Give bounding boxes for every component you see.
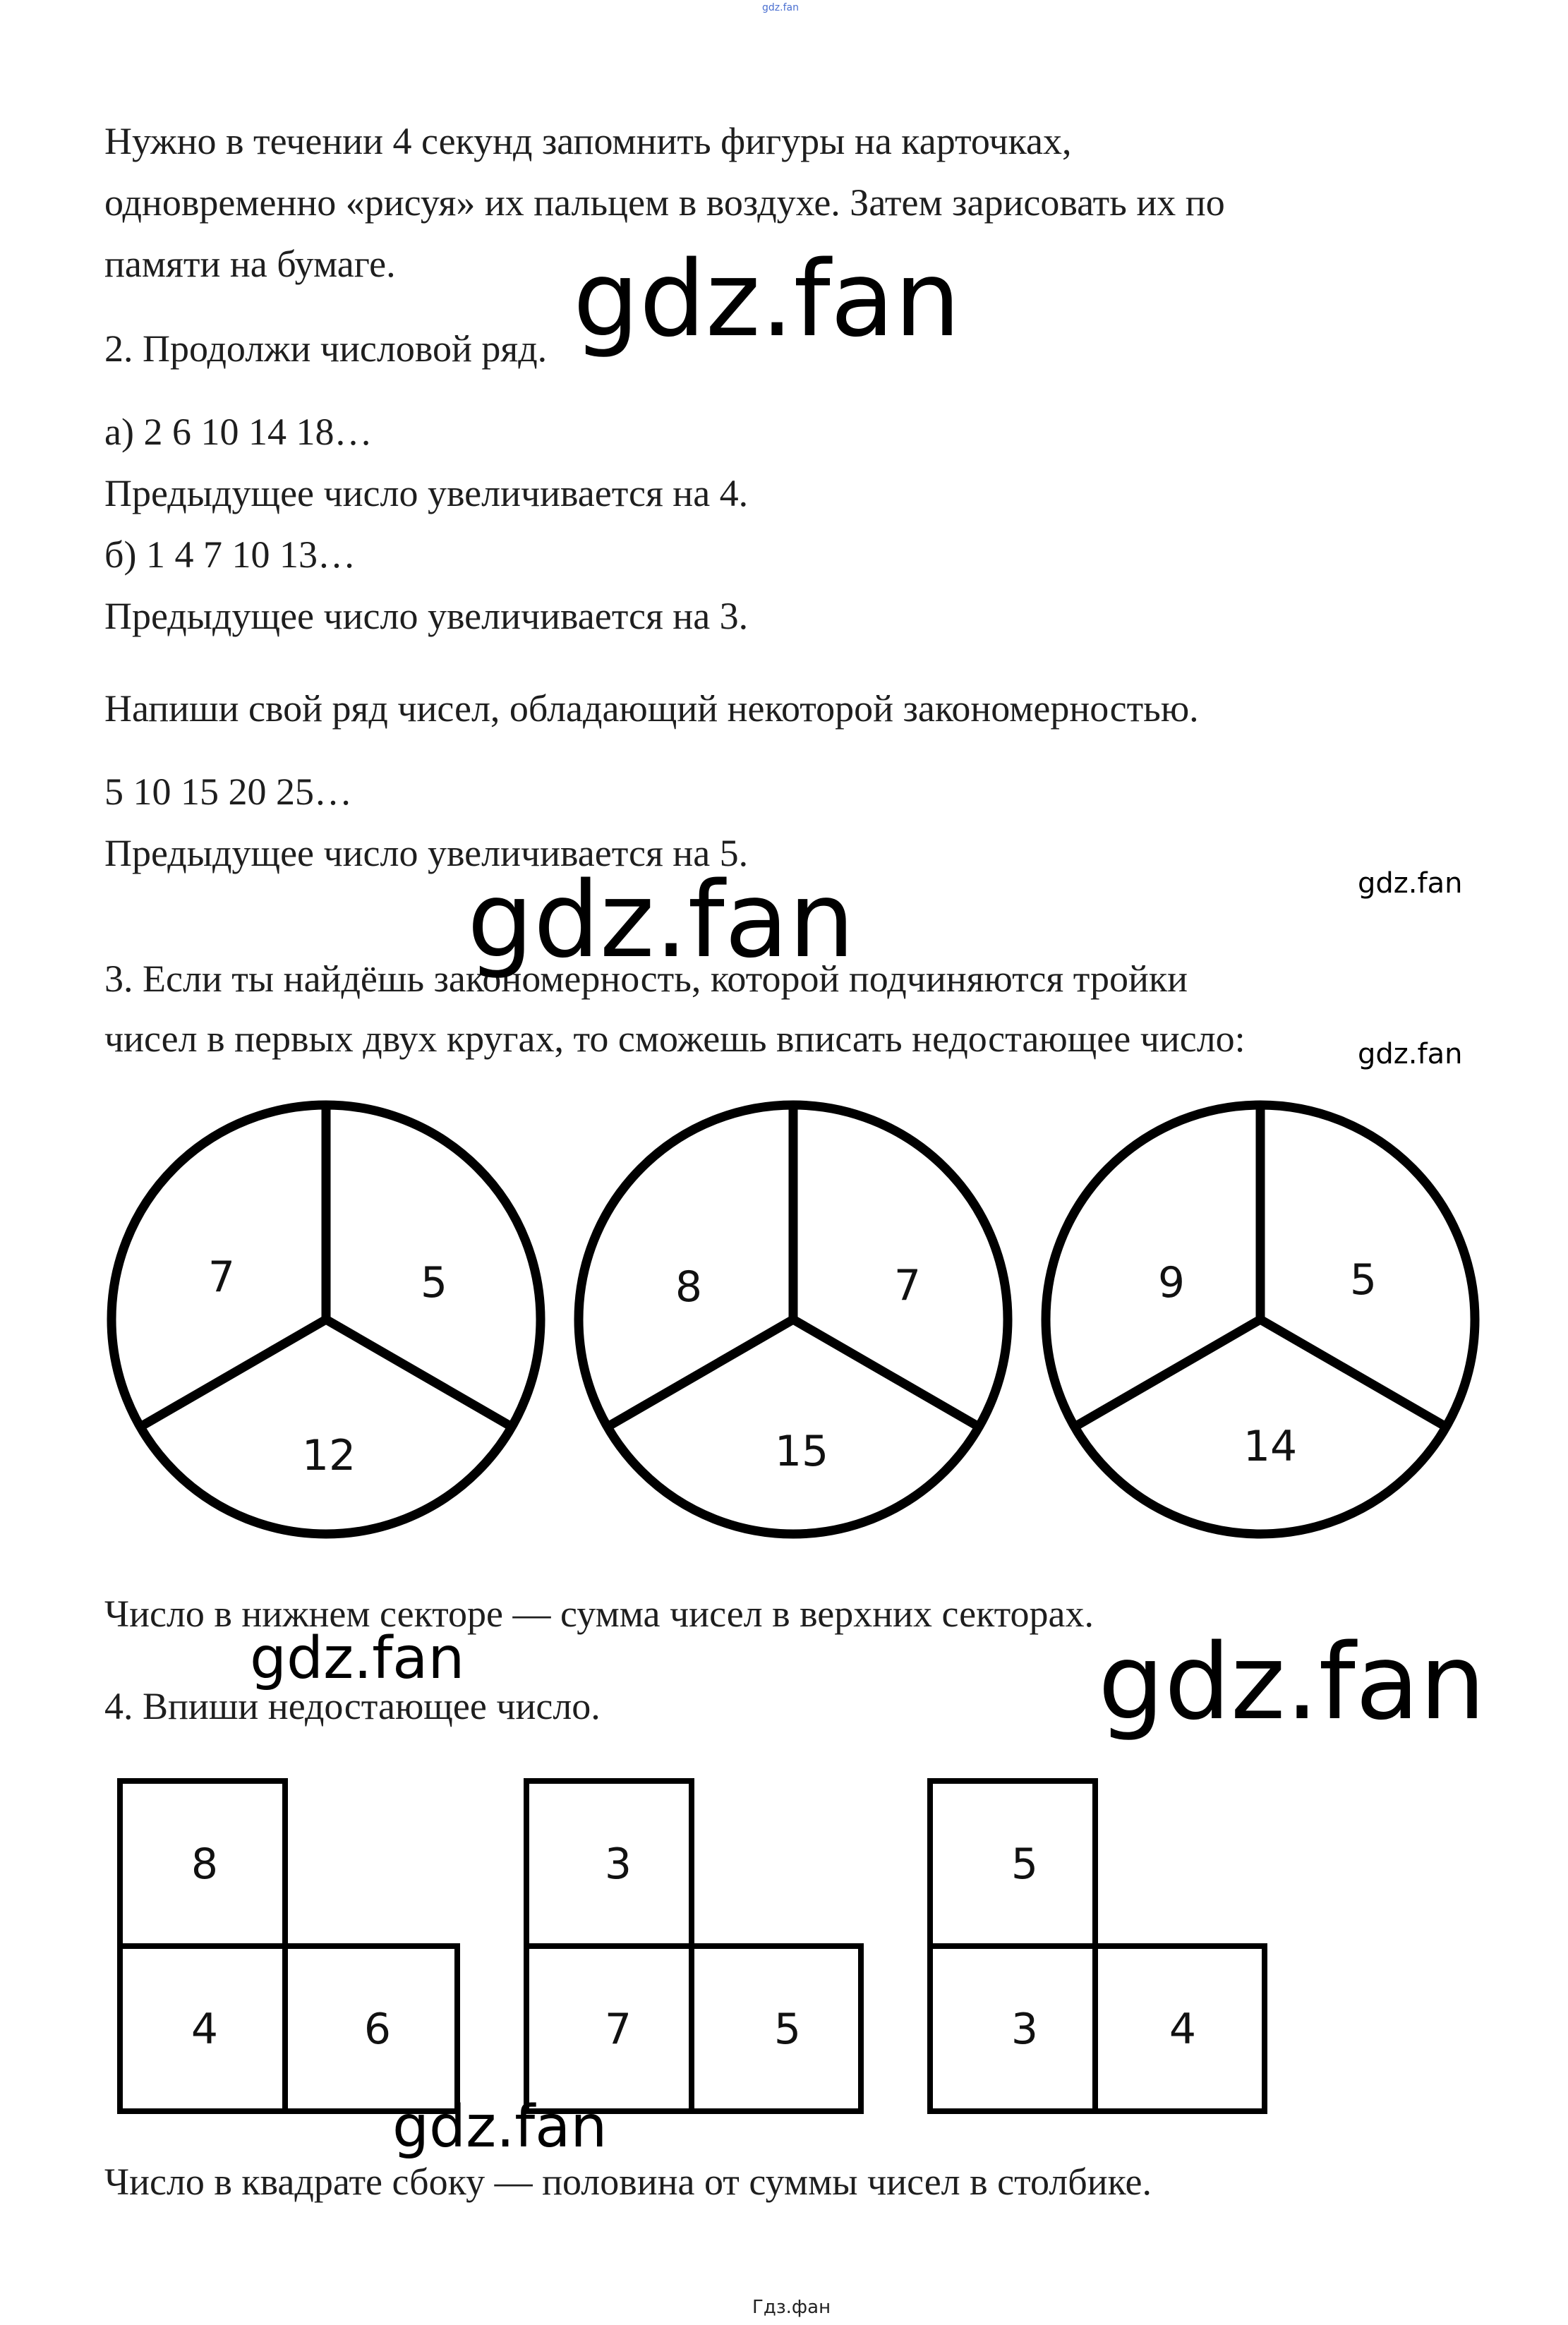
task4-title: 4. Впиши недостающее число. bbox=[104, 1685, 601, 1727]
task4-answer: Число в квадрате сбоку — половина от суммы чисел в столбике. bbox=[104, 2161, 1152, 2203]
circle-3-left-number: 9 bbox=[1157, 1258, 1186, 1308]
task2-own-rule: Предыдущее число увеличивается на 5. bbox=[104, 832, 749, 874]
intro-line-2: одновременно «рисуя» их пальцем в воздухе. Затем зарисовать их по bbox=[104, 181, 1225, 224]
task2-a-series: а) 2 6 10 14 18… bbox=[104, 411, 373, 453]
circle-1-left-number: 7 bbox=[207, 1252, 236, 1302]
circle-2-left-number: 8 bbox=[675, 1262, 703, 1312]
circle-3-bottom-number: 14 bbox=[1243, 1422, 1298, 1471]
task2-title: 2. Продолжи числовой ряд. bbox=[104, 327, 548, 370]
task2-b-rule: Предыдущее число увеличивается на 3. bbox=[104, 595, 749, 637]
l-figure-1-bottom-left-number: 4 bbox=[191, 2005, 219, 2054]
task3-answer: Число в нижнем секторе — сумма чисел в верхних секторах. bbox=[104, 1593, 1094, 1635]
header-watermark: gdz.fan bbox=[762, 2, 799, 13]
watermark-large-1: gdz.fan bbox=[573, 238, 961, 360]
task3-title-line-1: 3. Если ты найдёшь закономерность, которой подчиняются тройки bbox=[104, 958, 1188, 1000]
l-figure-1-bottom-right-number: 6 bbox=[363, 2005, 392, 2054]
task2-own-prompt: Напиши свой ряд чисел, обладающий некоторой закономерностью. bbox=[104, 687, 1199, 730]
watermark-medium-2: gdz.fan bbox=[392, 2094, 608, 2161]
l-figure-1 bbox=[120, 1781, 457, 2111]
intro-line-3: памяти на бумаге. bbox=[104, 243, 396, 285]
l-figure-2-top-number: 3 bbox=[604, 1840, 632, 1889]
circle-1-right-number: 5 bbox=[420, 1258, 448, 1308]
intro-line-1: Нужно в течении 4 секунд запомнить фигуры на карточках, bbox=[104, 120, 1072, 162]
watermark-medium-1: gdz.fan bbox=[250, 1625, 465, 1692]
l-figure-2-bottom-left-number: 7 bbox=[604, 2005, 632, 2054]
watermark-small-2: gdz.fan bbox=[1358, 1038, 1463, 1070]
task2-a-rule: Предыдущее число увеличивается на 4. bbox=[104, 472, 749, 514]
watermark-small-1: gdz.fan bbox=[1358, 867, 1463, 900]
task2-b-series: б) 1 4 7 10 13… bbox=[104, 533, 356, 576]
l-figure-3-bottom-right-number: 4 bbox=[1169, 2005, 1197, 2054]
circle-2-right-number: 7 bbox=[893, 1261, 922, 1310]
l-figure-3 bbox=[930, 1781, 1265, 2111]
task2-own-series: 5 10 15 20 25… bbox=[104, 771, 352, 813]
l-figure-1-top-number: 8 bbox=[191, 1840, 219, 1889]
l-figure-2 bbox=[526, 1781, 861, 2111]
footer-mark: Гдз.фан bbox=[752, 2297, 831, 2318]
circle-2-bottom-number: 15 bbox=[774, 1427, 829, 1476]
watermark-large-2: gdz.fan bbox=[467, 859, 855, 981]
l-figure-2-bottom-right-number: 5 bbox=[773, 2005, 802, 2054]
task3-title-line-2: чисел в первых двух кругах, то сможешь вписать недостающее число: bbox=[104, 1017, 1246, 1060]
circle-3-right-number: 5 bbox=[1349, 1255, 1377, 1305]
circle-1-bottom-number: 12 bbox=[301, 1431, 356, 1480]
l-figure-3-bottom-left-number: 3 bbox=[1011, 2005, 1039, 2054]
l-figure-3-top-number: 5 bbox=[1011, 1840, 1039, 1889]
watermark-large-3: gdz.fan bbox=[1098, 1622, 1486, 1743]
